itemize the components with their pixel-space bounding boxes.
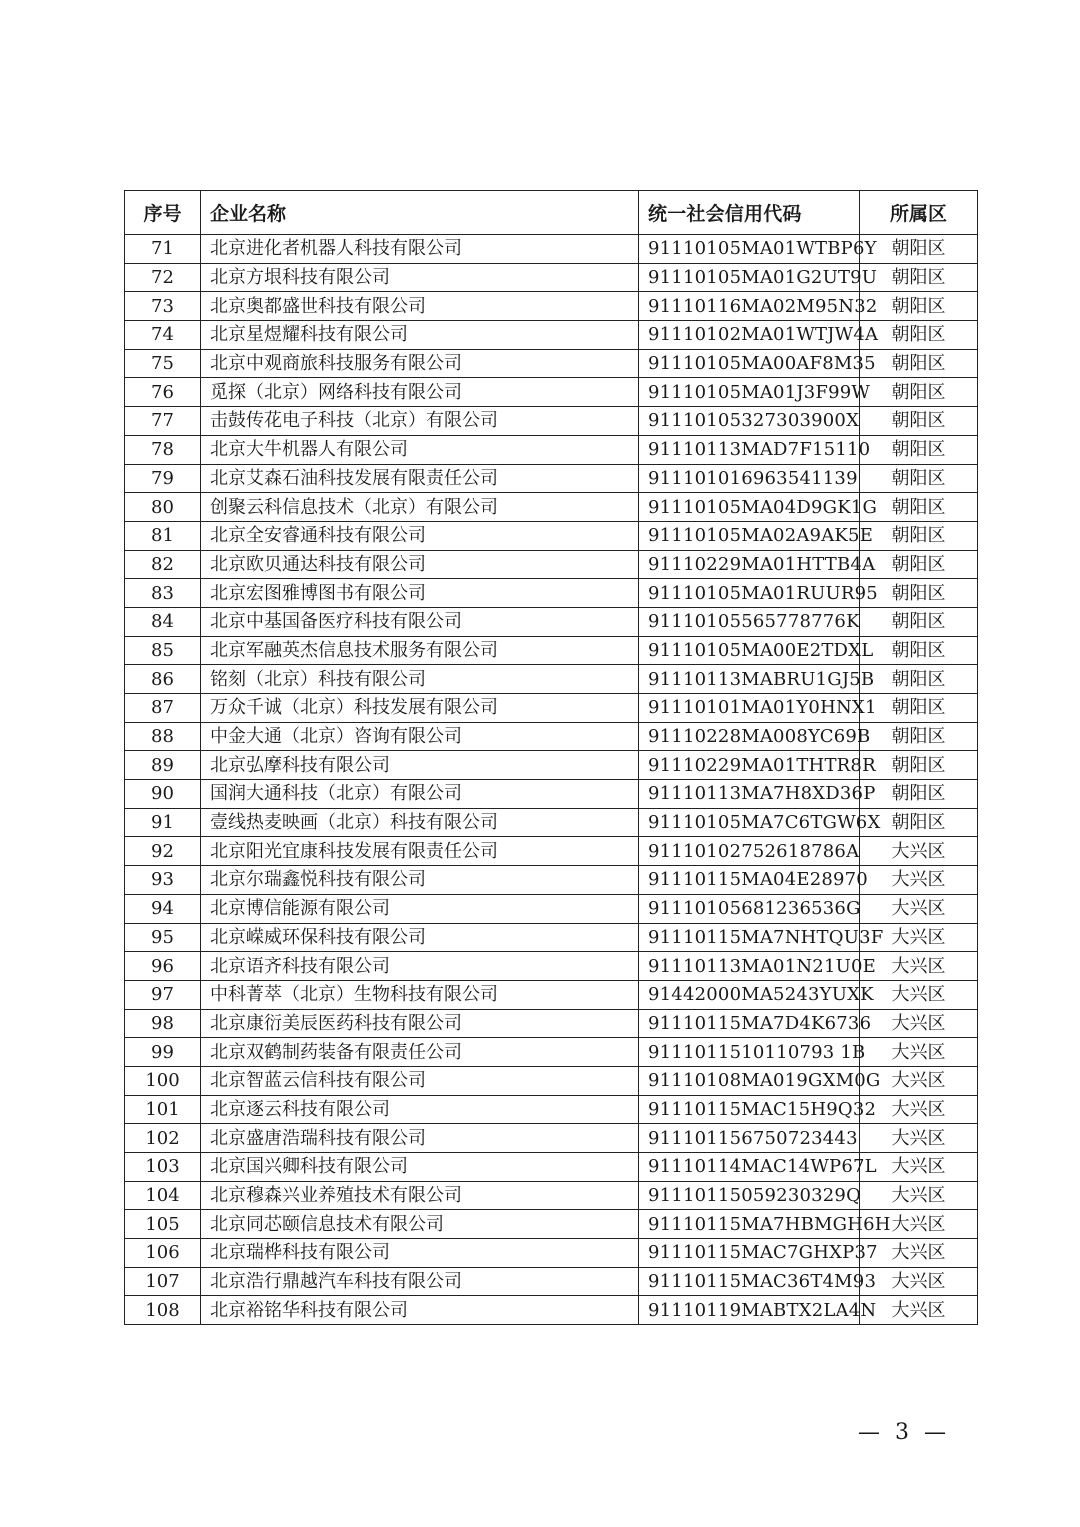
table-row xyxy=(125,464,978,493)
cell-name: 北京康衍美辰医药科技有限公司 xyxy=(201,1009,639,1038)
cell-code: 91110105681236536G xyxy=(639,894,860,923)
cell-district: 朝阳区 xyxy=(860,607,978,636)
table-row xyxy=(125,407,978,436)
cell-index: 98 xyxy=(125,1009,201,1038)
table-row xyxy=(125,1009,978,1038)
cell-name: 北京军融英杰信息技术服务有限公司 xyxy=(201,636,639,665)
cell-name: 北京尔瑞鑫悦科技有限公司 xyxy=(201,866,639,895)
cell-code: 911101156750723443 xyxy=(639,1124,860,1153)
cell-index: 84 xyxy=(125,607,201,636)
company-table xyxy=(124,190,978,1325)
cell-district: 大兴区 xyxy=(860,837,978,866)
cell-district: 朝阳区 xyxy=(860,292,978,321)
table-row xyxy=(125,235,978,264)
cell-index: 78 xyxy=(125,435,201,464)
cell-district: 朝阳区 xyxy=(860,493,978,522)
cell-district: 朝阳区 xyxy=(860,751,978,780)
cell-district: 大兴区 xyxy=(860,1066,978,1095)
cell-index: 75 xyxy=(125,349,201,378)
cell-index: 76 xyxy=(125,378,201,407)
cell-code: 91110113MA7H8XD36P xyxy=(639,780,860,809)
table-row xyxy=(125,1181,978,1210)
cell-code: 91110113MA01N21U0E xyxy=(639,952,860,981)
cell-index: 95 xyxy=(125,923,201,952)
cell-code: 91110105MA01G2UT9U xyxy=(639,263,860,292)
cell-name: 北京欧贝通达科技有限公司 xyxy=(201,550,639,579)
cell-name: 北京逐云科技有限公司 xyxy=(201,1095,639,1124)
cell-code: 91110105MA01J3F99W xyxy=(639,378,860,407)
cell-code: 91110119MABTX2LA4N xyxy=(639,1296,860,1325)
cell-index: 96 xyxy=(125,952,201,981)
table-row xyxy=(125,521,978,550)
cell-code: 91110102752618786A xyxy=(639,837,860,866)
cell-index: 88 xyxy=(125,722,201,751)
cell-code: 91110115MA04E28970 xyxy=(639,866,860,895)
cell-district: 大兴区 xyxy=(860,1210,978,1239)
cell-index: 103 xyxy=(125,1153,201,1182)
table-row xyxy=(125,1038,978,1067)
cell-code: 91110115MAC15H9Q32 xyxy=(639,1095,860,1124)
cell-name: 铭刻（北京）科技有限公司 xyxy=(201,665,639,694)
cell-district: 朝阳区 xyxy=(860,378,978,407)
cell-district: 大兴区 xyxy=(860,1095,978,1124)
table-row xyxy=(125,493,978,522)
cell-district: 大兴区 xyxy=(860,1038,978,1067)
cell-code: 91110101MA01Y0HNX1 xyxy=(639,694,860,723)
table-row xyxy=(125,980,978,1009)
cell-index: 79 xyxy=(125,464,201,493)
table-row xyxy=(125,636,978,665)
cell-name: 北京中观商旅科技服务有限公司 xyxy=(201,349,639,378)
table-row xyxy=(125,866,978,895)
cell-name: 北京阳光宜康科技发展有限责任公司 xyxy=(201,837,639,866)
cell-index: 92 xyxy=(125,837,201,866)
table-row xyxy=(125,952,978,981)
cell-district: 朝阳区 xyxy=(860,521,978,550)
table-row xyxy=(125,1210,978,1239)
cell-district: 朝阳区 xyxy=(860,321,978,350)
cell-code: 91110108MA019GXM0G xyxy=(639,1066,860,1095)
cell-name: 北京浩行鼎越汽车科技有限公司 xyxy=(201,1267,639,1296)
cell-code: 91110105MA01RUUR95 xyxy=(639,579,860,608)
cell-name: 北京瑞桦科技有限公司 xyxy=(201,1239,639,1268)
cell-district: 朝阳区 xyxy=(860,808,978,837)
cell-name: 中科菁萃（北京）生物科技有限公司 xyxy=(201,980,639,1009)
cell-name: 北京艾森石油科技发展有限责任公司 xyxy=(201,464,639,493)
cell-district: 朝阳区 xyxy=(860,550,978,579)
page-number: — 3 — xyxy=(858,1420,950,1445)
table-row xyxy=(125,1066,978,1095)
table-row xyxy=(125,1124,978,1153)
cell-code: 91110229MA01HTTB4A xyxy=(639,550,860,579)
cell-index: 83 xyxy=(125,579,201,608)
cell-name: 北京进化者机器人科技有限公司 xyxy=(201,235,639,264)
cell-index: 90 xyxy=(125,780,201,809)
cell-code: 91110113MAD7F15110 xyxy=(639,435,860,464)
cell-code: 91110115059230329Q xyxy=(639,1181,860,1210)
table-body xyxy=(125,235,978,1325)
cell-district: 大兴区 xyxy=(860,866,978,895)
cell-district: 朝阳区 xyxy=(860,579,978,608)
cell-name: 北京语齐科技有限公司 xyxy=(201,952,639,981)
cell-district: 朝阳区 xyxy=(860,780,978,809)
header-district: 所属区 xyxy=(860,191,978,235)
cell-name: 北京裕铭华科技有限公司 xyxy=(201,1296,639,1325)
cell-district: 朝阳区 xyxy=(860,407,978,436)
cell-code: 91110105MA02A9AK5E xyxy=(639,521,860,550)
cell-code: 91110115MAC7GHXP37 xyxy=(639,1239,860,1268)
cell-name: 北京国兴卿科技有限公司 xyxy=(201,1153,639,1182)
table-row xyxy=(125,722,978,751)
cell-district: 朝阳区 xyxy=(860,263,978,292)
table-row xyxy=(125,1267,978,1296)
cell-name: 北京博信能源有限公司 xyxy=(201,894,639,923)
table-row xyxy=(125,1095,978,1124)
table-row xyxy=(125,292,978,321)
cell-code: 91110114MAC14WP67L xyxy=(639,1153,860,1182)
header-row xyxy=(125,191,978,235)
cell-name: 国润大通科技（北京）有限公司 xyxy=(201,780,639,809)
cell-index: 94 xyxy=(125,894,201,923)
cell-code: 91110105MA01WTBP6Y xyxy=(639,235,860,264)
cell-code: 91110105327303900X xyxy=(639,407,860,436)
table-row xyxy=(125,435,978,464)
cell-district: 大兴区 xyxy=(860,1009,978,1038)
cell-code: 91110115MAC36T4M93 xyxy=(639,1267,860,1296)
cell-index: 101 xyxy=(125,1095,201,1124)
header-name: 企业名称 xyxy=(201,191,639,235)
cell-name: 北京中基国备医疗科技有限公司 xyxy=(201,607,639,636)
cell-district: 朝阳区 xyxy=(860,722,978,751)
cell-index: 107 xyxy=(125,1267,201,1296)
table-row xyxy=(125,321,978,350)
cell-index: 74 xyxy=(125,321,201,350)
table-row xyxy=(125,694,978,723)
cell-name: 击鼓传花电子科技（北京）有限公司 xyxy=(201,407,639,436)
cell-code: 91110115MA7D4K6736 xyxy=(639,1009,860,1038)
cell-name: 万众千诚（北京）科技发展有限公司 xyxy=(201,694,639,723)
cell-district: 大兴区 xyxy=(860,980,978,1009)
table-row xyxy=(125,550,978,579)
table-row xyxy=(125,923,978,952)
table-row xyxy=(125,1153,978,1182)
cell-district: 朝阳区 xyxy=(860,665,978,694)
cell-index: 102 xyxy=(125,1124,201,1153)
cell-code: 91110105565778776K xyxy=(639,607,860,636)
cell-name: 觅探（北京）网络科技有限公司 xyxy=(201,378,639,407)
cell-index: 80 xyxy=(125,493,201,522)
cell-code: 91110115MA7HBMGH6H xyxy=(639,1210,860,1239)
cell-index: 106 xyxy=(125,1239,201,1268)
cell-name: 北京弘摩科技有限公司 xyxy=(201,751,639,780)
cell-name: 壹线热麦映画（北京）科技有限公司 xyxy=(201,808,639,837)
header-code: 统一社会信用代码 xyxy=(639,191,860,235)
table-header xyxy=(125,191,978,235)
cell-index: 86 xyxy=(125,665,201,694)
cell-district: 朝阳区 xyxy=(860,464,978,493)
cell-index: 73 xyxy=(125,292,201,321)
cell-district: 大兴区 xyxy=(860,1267,978,1296)
cell-code: 91110105MA04D9GK1G xyxy=(639,493,860,522)
cell-district: 大兴区 xyxy=(860,923,978,952)
table-row xyxy=(125,263,978,292)
table-row xyxy=(125,378,978,407)
cell-district: 朝阳区 xyxy=(860,694,978,723)
cell-code: 91110228MA008YC69B xyxy=(639,722,860,751)
cell-index: 105 xyxy=(125,1210,201,1239)
cell-district: 朝阳区 xyxy=(860,435,978,464)
cell-code: 91110116MA02M95N32 xyxy=(639,292,860,321)
cell-name: 北京双鹤制药装备有限责任公司 xyxy=(201,1038,639,1067)
cell-code: 91110115MA7NHTQU3F xyxy=(639,923,860,952)
cell-code: 91110113MABRU1GJ5B xyxy=(639,665,860,694)
table-row xyxy=(125,751,978,780)
table-row xyxy=(125,349,978,378)
cell-index: 82 xyxy=(125,550,201,579)
cell-name: 北京方垠科技有限公司 xyxy=(201,263,639,292)
cell-code: 911101016963541139 xyxy=(639,464,860,493)
cell-district: 大兴区 xyxy=(860,1153,978,1182)
cell-code: 91110229MA01THTR8R xyxy=(639,751,860,780)
cell-index: 85 xyxy=(125,636,201,665)
cell-code: 9111011510110793 1B xyxy=(639,1038,860,1067)
cell-name: 北京大牛机器人有限公司 xyxy=(201,435,639,464)
cell-index: 81 xyxy=(125,521,201,550)
cell-index: 99 xyxy=(125,1038,201,1067)
cell-name: 北京宏图雅博图书有限公司 xyxy=(201,579,639,608)
cell-name: 北京智蓝云信科技有限公司 xyxy=(201,1066,639,1095)
table-row xyxy=(125,579,978,608)
cell-district: 朝阳区 xyxy=(860,636,978,665)
cell-index: 100 xyxy=(125,1066,201,1095)
table-row xyxy=(125,1239,978,1268)
cell-index: 93 xyxy=(125,866,201,895)
cell-district: 朝阳区 xyxy=(860,349,978,378)
table-row xyxy=(125,894,978,923)
cell-name: 北京奥都盛世科技有限公司 xyxy=(201,292,639,321)
table-row xyxy=(125,837,978,866)
cell-name: 北京穆森兴业养殖技术有限公司 xyxy=(201,1181,639,1210)
cell-district: 大兴区 xyxy=(860,1296,978,1325)
cell-district: 朝阳区 xyxy=(860,235,978,264)
cell-district: 大兴区 xyxy=(860,1239,978,1268)
table-row xyxy=(125,808,978,837)
table-row xyxy=(125,607,978,636)
cell-code: 91110105MA7C6TGW6X xyxy=(639,808,860,837)
cell-index: 71 xyxy=(125,235,201,264)
cell-district: 大兴区 xyxy=(860,1124,978,1153)
cell-code: 91110105MA00AF8M35 xyxy=(639,349,860,378)
cell-index: 104 xyxy=(125,1181,201,1210)
cell-name: 中金大通（北京）咨询有限公司 xyxy=(201,722,639,751)
cell-index: 108 xyxy=(125,1296,201,1325)
header-index: 序号 xyxy=(125,191,201,235)
cell-index: 72 xyxy=(125,263,201,292)
cell-index: 97 xyxy=(125,980,201,1009)
cell-index: 77 xyxy=(125,407,201,436)
cell-code: 91110102MA01WTJW4A xyxy=(639,321,860,350)
cell-index: 91 xyxy=(125,808,201,837)
cell-name: 北京嵘威环保科技有限公司 xyxy=(201,923,639,952)
cell-code: 91442000MA5243YUXK xyxy=(639,980,860,1009)
cell-name: 北京盛唐浩瑞科技有限公司 xyxy=(201,1124,639,1153)
cell-district: 大兴区 xyxy=(860,1181,978,1210)
cell-name: 北京同芯颐信息技术有限公司 xyxy=(201,1210,639,1239)
cell-district: 大兴区 xyxy=(860,952,978,981)
table-row xyxy=(125,780,978,809)
cell-index: 89 xyxy=(125,751,201,780)
cell-name: 北京全安睿通科技有限公司 xyxy=(201,521,639,550)
cell-code: 91110105MA00E2TDXL xyxy=(639,636,860,665)
cell-index: 87 xyxy=(125,694,201,723)
cell-name: 北京星煜耀科技有限公司 xyxy=(201,321,639,350)
table-row xyxy=(125,665,978,694)
cell-name: 创聚云科信息技术（北京）有限公司 xyxy=(201,493,639,522)
cell-district: 大兴区 xyxy=(860,894,978,923)
table-row xyxy=(125,1296,978,1325)
